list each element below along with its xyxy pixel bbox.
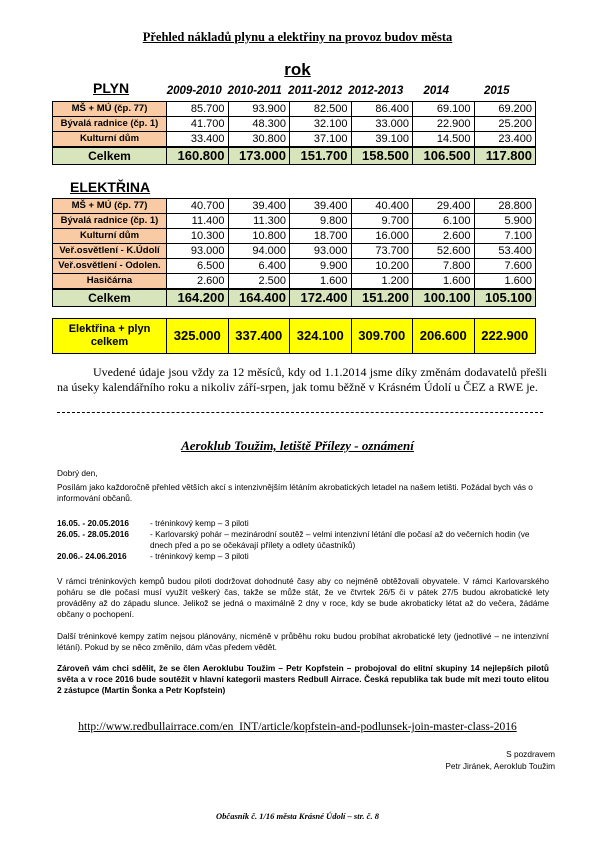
year-header: 2014 [423, 85, 450, 97]
total-label: Celkem [53, 289, 167, 307]
table-row [53, 259, 536, 274]
cell-value: 1.600 [413, 274, 475, 290]
total-value: 105.100 [474, 289, 536, 307]
table-row [53, 132, 536, 148]
cell-value: 53.400 [474, 244, 536, 259]
cell-value: 52.600 [413, 244, 475, 259]
cell-value: 29.400 [413, 199, 475, 214]
schedule-dates: 16.05. - 20.05.2016 [57, 518, 129, 528]
cell-value: 10.200 [351, 259, 413, 274]
cell-value: 10.800 [228, 229, 290, 244]
cell-value: 11.400 [167, 214, 229, 229]
row-label: MŠ + MÚ (čp. 77) [53, 102, 167, 117]
article-title: Aeroklub Toužim, letiště Přílezy - oznámení [181, 438, 414, 453]
plyn-table [52, 101, 536, 165]
table-row [53, 102, 536, 117]
cell-value: 1.600 [474, 274, 536, 290]
schedule-dates: 26.05. - 28.05.2016 [57, 529, 129, 539]
cell-value: 23.400 [474, 132, 536, 148]
total-value: 173.000 [228, 147, 290, 165]
cell-value: 2.500 [228, 274, 290, 290]
schedule-text: - tréninkový kemp – 3 piloti [150, 518, 249, 528]
total-value: 117.800 [474, 147, 536, 165]
cell-value: 18.700 [290, 229, 352, 244]
article-greeting: Dobrý den, [57, 468, 98, 478]
total-value: 172.400 [290, 289, 352, 307]
article-paragraph-1: V rámci tréninkových kempů budou piloti dodržovat dohodnuté časy aby co nejméně obtěžovali obyvatele. V rámci Karlovarského poháru se dle počasí musí využít veškerý čas, takže se může stát, že ve čtvrtek 26/5 či v pátek 27/5 budou akrobatické lety prováděny až do západu slunce. Jelikož se jedná o maximálně 2 dny v roce, kdy se bude akrobaticky létat až do večera, žádáme občany o pochopení. [57, 576, 549, 619]
row-label: Bývalá radnice (čp. 1) [53, 117, 167, 132]
combined-table [52, 318, 536, 354]
cell-value: 73.700 [351, 244, 413, 259]
schedule-list [57, 518, 549, 562]
total-value: 100.100 [413, 289, 475, 307]
year-header: 2011-2012 [288, 85, 343, 97]
row-label: Kulturní dům [53, 132, 167, 148]
cell-value: 32.100 [290, 117, 352, 132]
rok-label: rok [284, 60, 311, 79]
cell-value: 94.000 [228, 244, 290, 259]
table-row [53, 229, 536, 244]
combined-value: 222.900 [474, 319, 536, 354]
cell-value: 25.200 [474, 117, 536, 132]
year-header-row [164, 85, 527, 97]
year-header: 2015 [483, 85, 510, 97]
cell-value: 9.800 [290, 214, 352, 229]
cell-value: 39.400 [228, 199, 290, 214]
schedule-item [57, 518, 549, 529]
schedule-text: - Karlovarský pohár – mezinárodní soutěž – velmi intenzivní létání dle počasí až do večerních hodin (ve dnech před a po se očekávají přílety a odlety účastníků) [150, 529, 530, 550]
cell-value: 2.600 [413, 229, 475, 244]
table-row [53, 117, 536, 132]
divider [57, 412, 543, 413]
total-value: 158.500 [351, 147, 413, 165]
total-value: 160.800 [167, 147, 229, 165]
cell-value: 9.900 [290, 259, 352, 274]
total-value: 151.200 [351, 289, 413, 307]
cell-value: 1.200 [351, 274, 413, 290]
row-label: Veř.osvětlení - Odolen. [53, 259, 167, 274]
cell-value: 93.000 [290, 244, 352, 259]
elektrina-heading: ELEKTŘINA [70, 179, 151, 195]
combined-value: 324.100 [290, 319, 352, 354]
row-label: Bývalá radnice (čp. 1) [53, 214, 167, 229]
cell-value: 33.400 [167, 132, 229, 148]
cell-value: 93.900 [228, 102, 290, 117]
cell-value: 86.400 [351, 102, 413, 117]
year-header: 2009-2010 [166, 85, 222, 97]
plyn-heading: PLYN [93, 80, 130, 96]
table-row [53, 274, 536, 290]
schedule-dates: 20.06.- 24.06.2016 [57, 551, 127, 561]
cell-value: 33.000 [351, 117, 413, 132]
row-label: MŠ + MÚ (čp. 77) [53, 199, 167, 214]
document-title: Přehled nákladů plynu a elektřiny na provoz budov města [142, 30, 453, 44]
cell-value: 7.100 [474, 229, 536, 244]
cost-note: Uvedené údaje jsou vždy za 12 měsíců, kdy od 1.1.2014 jsme díky změnám dodavatelů přešli na úseky kalendářního roku a nikoliv září-srpen, jak tomu běžně v Krásném Údolí u ČEZ a RWE je. [57, 365, 547, 394]
closing: S pozdravem [506, 749, 555, 759]
table-row [53, 199, 536, 214]
cell-value: 10.300 [167, 229, 229, 244]
row-label: Kulturní dům [53, 229, 167, 244]
signature-block [395, 748, 555, 772]
schedule-text: - tréninkový kemp – 3 piloti [150, 551, 249, 561]
year-header: 2010-2011 [227, 85, 282, 97]
cell-value: 11.300 [228, 214, 290, 229]
cell-value: 6.500 [167, 259, 229, 274]
total-value: 151.700 [290, 147, 352, 165]
article-intro: Posílám jako každoročně přehled větších akcí s intenzivnějším létáním akrobatických letadel na našem letišti. Požádal bych vás o informování občanů. [57, 482, 533, 503]
cell-value: 6.400 [228, 259, 290, 274]
cell-value: 93.000 [167, 244, 229, 259]
cell-value: 82.500 [290, 102, 352, 117]
cell-value: 22.900 [413, 117, 475, 132]
elektrina-table [52, 198, 536, 307]
cell-value: 69.200 [474, 102, 536, 117]
row-label: Veř.osvětlení - K.Údolí [53, 244, 167, 259]
total-label: Celkem [53, 147, 167, 165]
schedule-item [57, 551, 549, 562]
cell-value: 48.300 [228, 117, 290, 132]
combined-label [53, 319, 167, 354]
total-row [53, 289, 536, 307]
combined-value: 325.000 [167, 319, 229, 354]
table-row [53, 244, 536, 259]
total-row [53, 147, 536, 165]
cell-value: 40.400 [351, 199, 413, 214]
cell-value: 7.600 [474, 259, 536, 274]
combined-value: 337.400 [228, 319, 290, 354]
cell-value: 37.100 [290, 132, 352, 148]
cell-value: 6.100 [413, 214, 475, 229]
schedule-item [57, 529, 549, 551]
cell-value: 14.500 [413, 132, 475, 148]
cell-value: 40.700 [167, 199, 229, 214]
article-paragraph-2: Další tréninkové kempy zatím nejsou plánovány, nicméně v průběhu roku budou probíhat akrobatické lety (jednotlivé – ne intenzivní létání). Pokud by se něco změnilo, dám včas předem vědět. [57, 631, 549, 652]
combined-row [53, 319, 536, 354]
cell-value: 9.700 [351, 214, 413, 229]
cell-value: 41.700 [167, 117, 229, 132]
combined-label-line2: celkem [90, 336, 129, 348]
cell-value: 16.000 [351, 229, 413, 244]
cell-value: 1.600 [290, 274, 352, 290]
article-greeting-block [57, 468, 549, 504]
total-value: 106.500 [413, 147, 475, 165]
cell-value: 5.900 [474, 214, 536, 229]
combined-label-line1: Elektřina + plyn [68, 323, 151, 335]
article-link[interactable]: http://www.redbullairrace.com/en_INT/article/kopfstein-and-podlunsek-join-master-class-2016 [78, 721, 517, 733]
total-value: 164.400 [228, 289, 290, 307]
table-row [53, 214, 536, 229]
combined-value: 309.700 [351, 319, 413, 354]
page-footer: Občasník č. 1/16 města Krásné Údolí – str. č. 8 [216, 811, 379, 821]
signature: Petr Jiránek, Aeroklub Toužim [445, 761, 555, 771]
cell-value: 7.800 [413, 259, 475, 274]
combined-value: 206.600 [413, 319, 475, 354]
cell-value: 30.800 [228, 132, 290, 148]
total-value: 164.200 [167, 289, 229, 307]
article-paragraph-3: Zároveň vám chci sdělit, že se člen Aeroklubu Toužim – Petr Kopfstein – probojoval do elitní skupiny 14 nejlepších pilotů světa a v roce 2016 bude soutěžit v hlavní kategorii masters Redbull Airrace. Česká republika tak bude mít mezi touto elitou 2 zástupce (Martin Šonka a Petr Kopfstein) [57, 663, 549, 695]
cell-value: 2.600 [167, 274, 229, 290]
cell-value: 28.800 [474, 199, 536, 214]
row-label: Hasičárna [53, 274, 167, 290]
cell-value: 85.700 [167, 102, 229, 117]
year-header: 2012-2013 [348, 85, 404, 97]
cell-value: 69.100 [413, 102, 475, 117]
cell-value: 39.400 [290, 199, 352, 214]
cell-value: 39.100 [351, 132, 413, 148]
